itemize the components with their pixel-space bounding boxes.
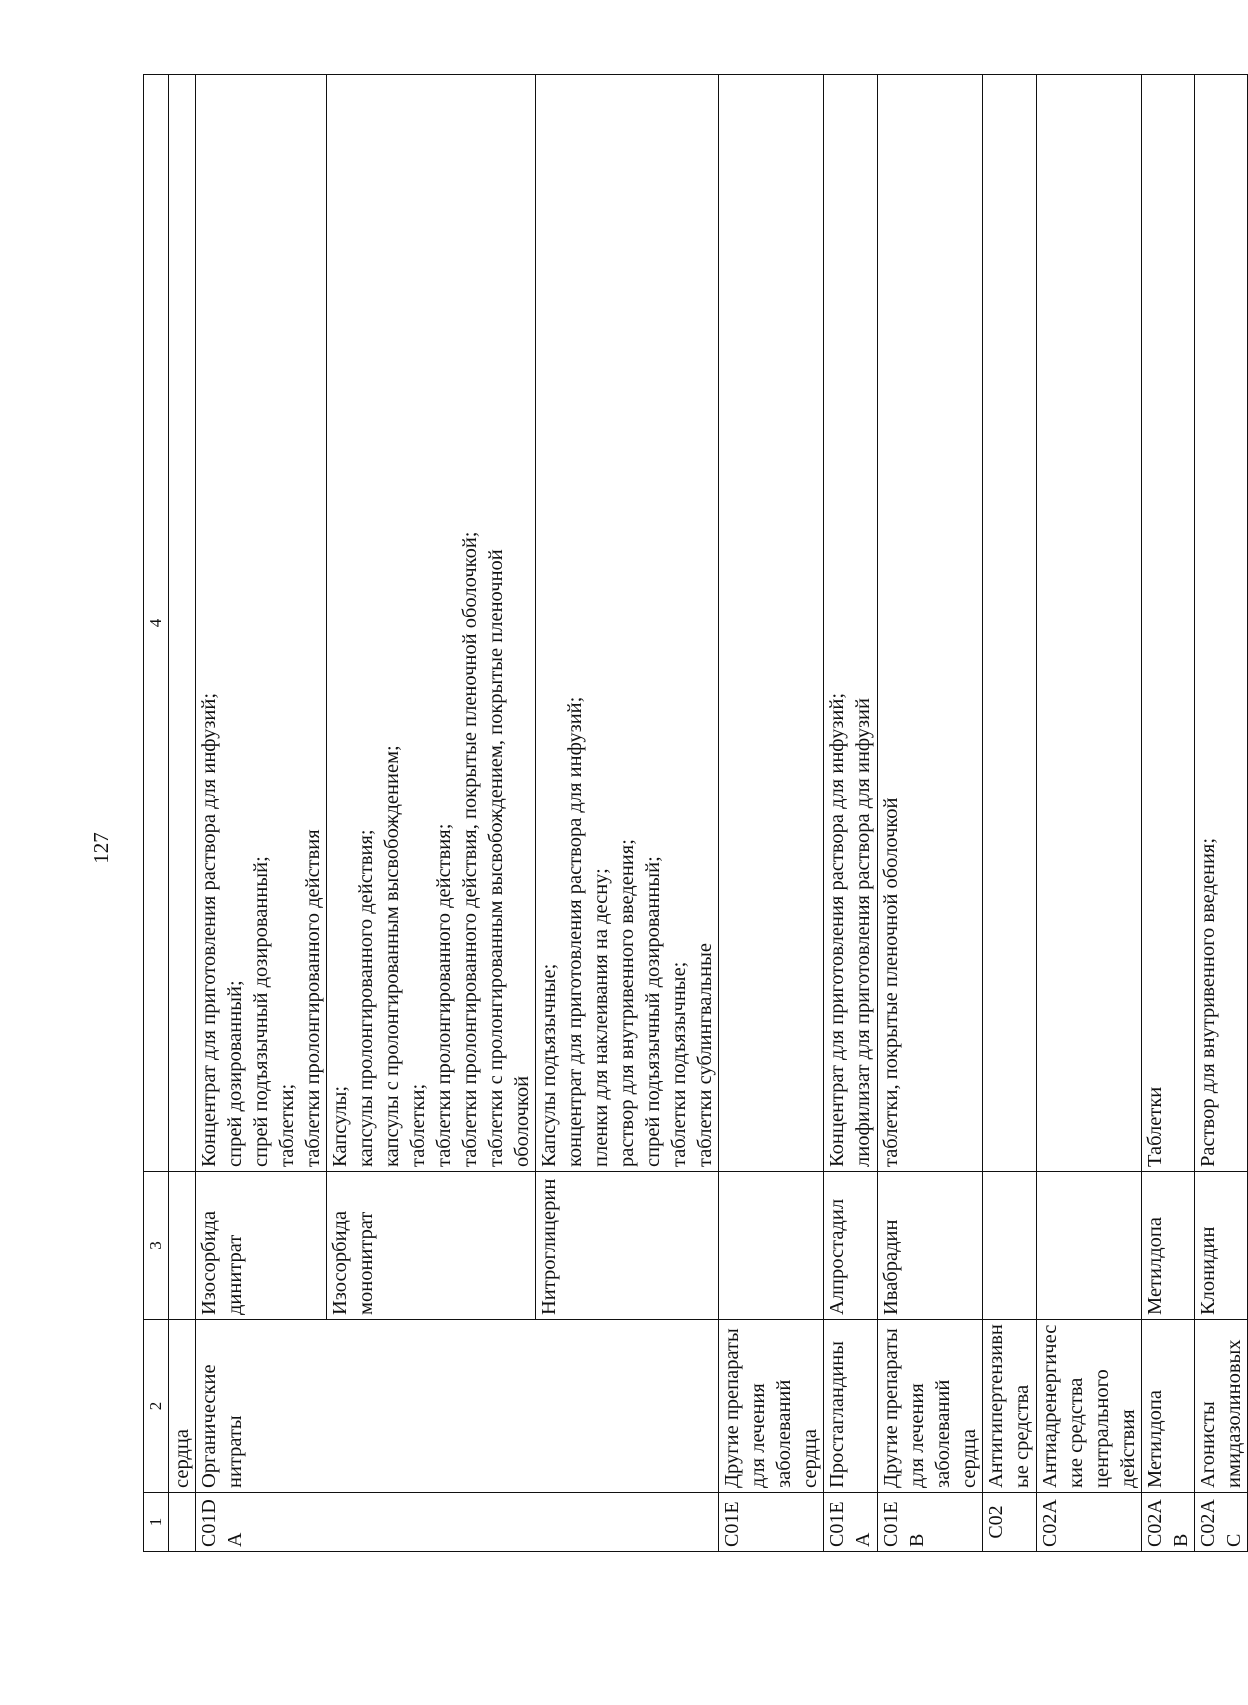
atc-code-cell: C01EB (878, 1493, 983, 1552)
table-row (1142, 75, 1195, 1552)
dosage-form-line: лиофилизат для приготовления раствора для инфузий (852, 698, 874, 1167)
group-name-cell: Метилдопа (1142, 1320, 1195, 1493)
substance-name-cell: Ивабрадин (878, 1172, 983, 1320)
group-name-cell: Другие препараты для лечения заболеваний сердца (719, 1320, 824, 1493)
page-number: 127 (89, 832, 113, 864)
table-row (196, 75, 327, 1552)
dosage-form-line: таблетки сублингвальные (694, 943, 716, 1167)
code-cell (169, 1493, 196, 1552)
column-header: 1 (144, 1493, 169, 1552)
atc-code-cell: C02AC (1195, 1493, 1248, 1552)
dosage-form-line: таблетки, покрытые пленочной оболочкой (880, 797, 902, 1167)
atc-code-cell: C02AB (1142, 1493, 1195, 1552)
dosage-form-line: таблетки с пролонгированным высвобождением, покрытые пленочной (485, 549, 507, 1167)
dosage-form-line: Капсулы; (329, 1085, 351, 1167)
dosage-forms-cell (327, 75, 536, 1172)
dosage-form-line: спрей подъязычный дозированный; (642, 856, 664, 1167)
dosage-forms-cell (719, 75, 824, 1172)
substance-name-cell: Метилдопа (1142, 1172, 1195, 1320)
dosage-form-line: оболочкой (511, 1075, 533, 1167)
substance-name-cell: Алпростадил (824, 1172, 878, 1320)
dosage-forms-cell (878, 75, 983, 1172)
group-cell: сердца (169, 1320, 196, 1493)
group-name-cell: Простагландины (824, 1320, 878, 1493)
dosage-form-line: таблетки пролонгированного действия (302, 829, 324, 1167)
column-header: 3 (144, 1172, 169, 1320)
atc-code-cell: C01DA (196, 1493, 719, 1552)
column-header: 2 (144, 1320, 169, 1493)
table-row (983, 75, 1037, 1552)
group-name-cell: Агонисты имидазолиновых (1195, 1320, 1248, 1493)
dosage-forms-cell (196, 75, 327, 1172)
atc-code-cell: C01EA (824, 1493, 878, 1552)
dosage-form-line: таблетки пролонгированного действия; (433, 823, 455, 1167)
table-row (878, 75, 983, 1552)
dosage-form-line: капсулы с пролонгированным высвобождением; (381, 745, 403, 1167)
substance-name-cell (1037, 1172, 1142, 1320)
dosage-form-line: Капсулы подъязычные; (538, 963, 560, 1167)
dosage-form-line: таблетки; (276, 1083, 298, 1167)
dosage-form-line: Раствор для внутривенного введения; (1197, 837, 1219, 1167)
substance-name-cell: Нитроглицерин (536, 1172, 719, 1320)
substance-name-cell (719, 1172, 824, 1320)
dosage-form-line: раствор для внутривенного введения; (616, 839, 638, 1167)
dosage-form-line: таблетки; (407, 1083, 429, 1167)
substance-name-cell: Изосорбида динитрат (196, 1172, 327, 1320)
dosage-forms-cell (824, 75, 878, 1172)
dosage-forms-cell (1142, 75, 1195, 1172)
dosage-forms-cell (536, 75, 719, 1172)
group-name-cell: Антигипертензивные средства (983, 1320, 1037, 1493)
dosage-form-line: пленки для наклеивания на десну; (590, 868, 612, 1167)
atc-code-cell: C02 (983, 1493, 1037, 1552)
substance-cell (169, 1172, 196, 1320)
group-name-cell: Антиадренергические средства центрального действия (1037, 1320, 1142, 1493)
table-row (824, 75, 878, 1552)
forms-cell (169, 75, 196, 1172)
dosage-form-line: таблетки пролонгированного действия, покрытые пленочной оболочкой; (459, 531, 481, 1167)
column-header: 4 (144, 75, 169, 1172)
substance-name-cell: Клонидин (1195, 1172, 1248, 1320)
column-number-row (144, 75, 169, 1552)
group-name-cell: Органические нитраты (196, 1320, 719, 1493)
substance-name-cell (983, 1172, 1037, 1320)
dosage-form-line: таблетки подъязычные; (668, 961, 690, 1167)
substance-name-cell: Изосорбида мононитрат (327, 1172, 536, 1320)
group-name-cell: Другие препараты для лечения заболеваний сердца (878, 1320, 983, 1493)
atc-code-cell: C01E (719, 1493, 824, 1552)
dosage-forms-cell (983, 75, 1037, 1172)
table-row (1037, 75, 1142, 1552)
atc-code-cell: C02A (1037, 1493, 1142, 1552)
dosage-form-line: спрей подъязычный дозированный; (250, 856, 272, 1167)
dosage-form-line: Таблетки (1144, 1086, 1166, 1167)
drug-registry-table (143, 74, 1248, 1552)
continuation-row (169, 75, 196, 1552)
dosage-forms-cell (1195, 75, 1248, 1172)
dosage-form-line: Концентрат для приготовления раствора для инфузий; (198, 692, 220, 1167)
dosage-form-line: концентрат для приготовления раствора для инфузий; (564, 696, 586, 1167)
dosage-form-line: Концентрат для приготовления раствора для инфузий; (826, 692, 848, 1167)
rotated-table-container (143, 75, 1245, 1552)
table-row (1195, 75, 1248, 1552)
dosage-form-line: капсулы пролонгированного действия; (355, 829, 377, 1167)
table-row (719, 75, 824, 1552)
dosage-form-line: спрей дозированный; (224, 980, 246, 1167)
dosage-forms-cell (1037, 75, 1142, 1172)
